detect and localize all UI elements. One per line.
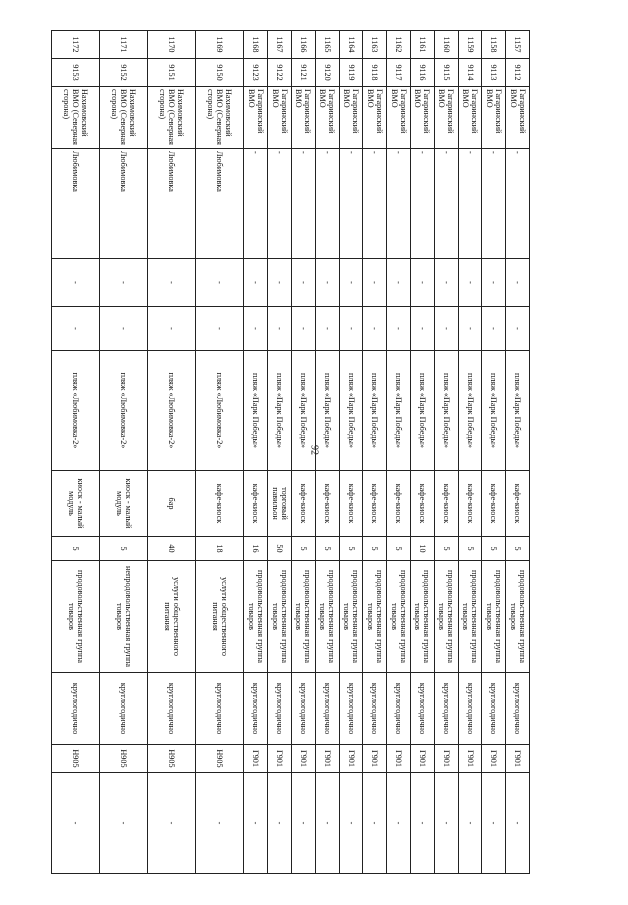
cell-district: Гагаринский ВМО xyxy=(506,87,530,149)
cell-area: 50 xyxy=(268,537,292,561)
cell-area: 5 xyxy=(363,537,387,561)
cell-settlement: - xyxy=(506,149,530,259)
cell-note: - xyxy=(458,773,482,874)
cell-specialization: продовольственная группа товаров xyxy=(482,561,506,673)
cell-code2: Г901 xyxy=(387,745,411,773)
cell-empty: - xyxy=(339,259,363,307)
cell-specialization: продовольственная группа товаров xyxy=(268,561,292,673)
cell-code: 9150 xyxy=(196,59,244,87)
cell-location: пляж «Парк Победы» xyxy=(339,351,363,471)
cell-code2: Г901 xyxy=(458,745,482,773)
cell-code2: Н905 xyxy=(148,745,196,773)
cell-empty: - xyxy=(268,259,292,307)
cell-number: 1171 xyxy=(100,31,148,59)
cell-code: 9112 xyxy=(506,59,530,87)
cell-object-type: торговый павильон xyxy=(268,471,292,537)
cell-number: 1167 xyxy=(268,31,292,59)
cell-number: 1159 xyxy=(458,31,482,59)
cell-district: Гагаринский ВМО xyxy=(387,87,411,149)
registry-table xyxy=(51,30,530,874)
cell-specialization: непродовольственная группа товаров xyxy=(100,561,148,673)
cell-area: 5 xyxy=(387,537,411,561)
cell-code: 9123 xyxy=(244,59,268,87)
cell-number: 1162 xyxy=(387,31,411,59)
cell-note: - xyxy=(482,773,506,874)
cell-empty: - xyxy=(196,259,244,307)
cell-number: 1163 xyxy=(363,31,387,59)
cell-period: круглогодично xyxy=(339,673,363,745)
cell-location: пляж «Парк Победы» xyxy=(506,351,530,471)
cell-specialization: продовольственная группа товаров xyxy=(315,561,339,673)
cell-code2: Н905 xyxy=(52,745,100,773)
cell-code2: Г901 xyxy=(411,745,435,773)
cell-code2: Н905 xyxy=(196,745,244,773)
cell-object-type: кафе-киоск xyxy=(292,471,316,537)
cell-object-type: бар xyxy=(148,471,196,537)
cell-object-type: киоск - малый модуль xyxy=(100,471,148,537)
table-row xyxy=(52,31,100,874)
table-row xyxy=(244,31,268,874)
cell-specialization: продовольственная группа товаров xyxy=(506,561,530,673)
cell-settlement: - xyxy=(411,149,435,259)
cell-object-type: кафе-киоск xyxy=(363,471,387,537)
cell-object-type: кафе-киоск xyxy=(339,471,363,537)
cell-empty: - xyxy=(52,307,100,351)
cell-code2: Г901 xyxy=(292,745,316,773)
cell-code: 9122 xyxy=(268,59,292,87)
cell-empty: - xyxy=(148,259,196,307)
cell-district: Гагаринский ВМО xyxy=(268,87,292,149)
cell-area: 5 xyxy=(292,537,316,561)
cell-number: 1161 xyxy=(411,31,435,59)
cell-code2: Г901 xyxy=(482,745,506,773)
cell-object-type: кафе-киоск xyxy=(482,471,506,537)
table-row xyxy=(196,31,244,874)
cell-area: 16 xyxy=(244,537,268,561)
cell-code2: Г901 xyxy=(268,745,292,773)
cell-district: Гагаринский ВМО xyxy=(292,87,316,149)
cell-code2: Н905 xyxy=(100,745,148,773)
cell-district: Гагаринский ВМО xyxy=(244,87,268,149)
cell-location: пляж «Парк Победы» xyxy=(434,351,458,471)
cell-district: Гагаринский ВМО xyxy=(339,87,363,149)
cell-period: круглогодично xyxy=(387,673,411,745)
cell-number: 1169 xyxy=(196,31,244,59)
cell-empty: - xyxy=(148,307,196,351)
table-row xyxy=(268,31,292,874)
cell-object-type: кафе-киоск xyxy=(434,471,458,537)
cell-empty: - xyxy=(52,259,100,307)
cell-empty: - xyxy=(434,259,458,307)
cell-area: 5 xyxy=(434,537,458,561)
cell-settlement: - xyxy=(387,149,411,259)
cell-settlement: Любимовка xyxy=(52,149,100,259)
cell-empty: - xyxy=(506,307,530,351)
cell-period: круглогодично xyxy=(411,673,435,745)
cell-specialization: продовольственная группа товаров xyxy=(244,561,268,673)
cell-location: пляж «Парк Победы» xyxy=(315,351,339,471)
cell-period: круглогодично xyxy=(506,673,530,745)
cell-empty: - xyxy=(100,259,148,307)
cell-district: Гагаринский ВМО xyxy=(482,87,506,149)
cell-empty: - xyxy=(196,307,244,351)
cell-specialization: продовольственная группа товаров xyxy=(387,561,411,673)
cell-area: 5 xyxy=(100,537,148,561)
page-number: 92 xyxy=(308,445,320,455)
cell-period: круглогодично xyxy=(363,673,387,745)
cell-location: пляж «Парк Победы» xyxy=(458,351,482,471)
cell-empty: - xyxy=(244,259,268,307)
cell-area: 5 xyxy=(339,537,363,561)
cell-number: 1160 xyxy=(434,31,458,59)
cell-object-type: кафе-киоск xyxy=(458,471,482,537)
cell-number: 1158 xyxy=(482,31,506,59)
cell-note: - xyxy=(268,773,292,874)
cell-code2: Г901 xyxy=(315,745,339,773)
table-row xyxy=(434,31,458,874)
cell-empty: - xyxy=(482,259,506,307)
cell-location: пляж «Парк Победы» xyxy=(482,351,506,471)
cell-note: - xyxy=(100,773,148,874)
cell-object-type: киоск - малый модуль xyxy=(52,471,100,537)
table-row xyxy=(292,31,316,874)
cell-area: 10 xyxy=(411,537,435,561)
cell-note: - xyxy=(339,773,363,874)
cell-empty: - xyxy=(292,259,316,307)
cell-district: Гагаринский ВМО xyxy=(363,87,387,149)
cell-period: круглогодично xyxy=(434,673,458,745)
cell-code: 9117 xyxy=(387,59,411,87)
cell-note: - xyxy=(148,773,196,874)
table-row xyxy=(339,31,363,874)
table-row xyxy=(100,31,148,874)
cell-period: круглогодично xyxy=(482,673,506,745)
cell-location: пляж «Любимовка-2» xyxy=(100,351,148,471)
cell-district: Гагаринский ВМО xyxy=(458,87,482,149)
cell-empty: - xyxy=(363,307,387,351)
cell-empty: - xyxy=(339,307,363,351)
cell-specialization: продовольственная группа товаров xyxy=(363,561,387,673)
cell-specialization: продовольственная группа товаров xyxy=(52,561,100,673)
cell-code: 9118 xyxy=(363,59,387,87)
cell-empty: - xyxy=(315,259,339,307)
cell-settlement: Любимовка xyxy=(196,149,244,259)
cell-note: - xyxy=(411,773,435,874)
cell-period: круглогодично xyxy=(52,673,100,745)
cell-settlement: - xyxy=(458,149,482,259)
cell-number: 1165 xyxy=(315,31,339,59)
cell-district: Нахимовский ВМО (Северная сторона) xyxy=(196,87,244,149)
cell-period: круглогодично xyxy=(100,673,148,745)
cell-note: - xyxy=(196,773,244,874)
cell-location: пляж «Любимовка-2» xyxy=(52,351,100,471)
cell-empty: - xyxy=(363,259,387,307)
table-row xyxy=(458,31,482,874)
cell-object-type: кафе-киоск xyxy=(387,471,411,537)
cell-period: круглогодично xyxy=(196,673,244,745)
cell-note: - xyxy=(434,773,458,874)
cell-number: 1166 xyxy=(292,31,316,59)
cell-number: 1170 xyxy=(148,31,196,59)
cell-location: пляж «Парк Победы» xyxy=(411,351,435,471)
cell-code: 9115 xyxy=(434,59,458,87)
cell-settlement: Любимовка xyxy=(100,149,148,259)
table-row xyxy=(148,31,196,874)
cell-period: круглогодично xyxy=(268,673,292,745)
cell-code2: Г901 xyxy=(363,745,387,773)
cell-specialization: услуги общественного питания xyxy=(196,561,244,673)
cell-empty: - xyxy=(100,307,148,351)
cell-code: 9116 xyxy=(411,59,435,87)
cell-number: 1172 xyxy=(52,31,100,59)
cell-empty: - xyxy=(268,307,292,351)
cell-settlement: - xyxy=(363,149,387,259)
cell-code: 9121 xyxy=(292,59,316,87)
table-row xyxy=(482,31,506,874)
cell-note: - xyxy=(315,773,339,874)
cell-area: 5 xyxy=(506,537,530,561)
cell-location: пляж «Парк Победы» xyxy=(268,351,292,471)
cell-location: пляж «Любимовка-2» xyxy=(196,351,244,471)
cell-specialization: услуги общественного питания xyxy=(148,561,196,673)
cell-empty: - xyxy=(292,307,316,351)
cell-object-type: кафе-киоск xyxy=(244,471,268,537)
cell-period: круглогодично xyxy=(244,673,268,745)
cell-location: пляж «Любимовка-2» xyxy=(148,351,196,471)
cell-specialization: продовольственная группа товаров xyxy=(458,561,482,673)
registry-table-wrapper xyxy=(59,30,530,873)
cell-specialization: продовольственная группа товаров xyxy=(339,561,363,673)
cell-settlement: - xyxy=(292,149,316,259)
cell-area: 5 xyxy=(458,537,482,561)
cell-number: 1164 xyxy=(339,31,363,59)
table-row xyxy=(315,31,339,874)
cell-note: - xyxy=(506,773,530,874)
cell-area: 18 xyxy=(196,537,244,561)
cell-code2: Г901 xyxy=(244,745,268,773)
table-row xyxy=(387,31,411,874)
cell-empty: - xyxy=(482,307,506,351)
cell-settlement: - xyxy=(339,149,363,259)
table-row xyxy=(363,31,387,874)
cell-object-type: кафе-киоск xyxy=(315,471,339,537)
cell-area: 5 xyxy=(315,537,339,561)
cell-period: круглогодично xyxy=(148,673,196,745)
cell-code2: Г901 xyxy=(339,745,363,773)
cell-specialization: продовольственная группа товаров xyxy=(434,561,458,673)
cell-period: круглогодично xyxy=(292,673,316,745)
cell-object-type: кафе-киоск xyxy=(506,471,530,537)
cell-code: 9151 xyxy=(148,59,196,87)
cell-code2: Г901 xyxy=(506,745,530,773)
cell-note: - xyxy=(244,773,268,874)
cell-district: Гагаринский ВМО xyxy=(411,87,435,149)
cell-settlement: - xyxy=(434,149,458,259)
cell-empty: - xyxy=(506,259,530,307)
cell-note: - xyxy=(387,773,411,874)
cell-empty: - xyxy=(434,307,458,351)
cell-district: Нахимовский ВМО (Северная сторона) xyxy=(148,87,196,149)
cell-empty: - xyxy=(387,307,411,351)
cell-district: Нахимовский ВМО (Северная сторона) xyxy=(52,87,100,149)
cell-object-type: кафе-киоск xyxy=(411,471,435,537)
cell-period: круглогодично xyxy=(315,673,339,745)
cell-note: - xyxy=(292,773,316,874)
table-row xyxy=(411,31,435,874)
cell-area: 40 xyxy=(148,537,196,561)
cell-specialization: продовольственная группа товаров xyxy=(411,561,435,673)
cell-empty: - xyxy=(387,259,411,307)
cell-empty: - xyxy=(458,259,482,307)
cell-district: Гагаринский ВМО xyxy=(434,87,458,149)
table-row xyxy=(506,31,530,874)
cell-note: - xyxy=(52,773,100,874)
cell-empty: - xyxy=(315,307,339,351)
cell-specialization: продовольственная группа товаров xyxy=(292,561,316,673)
cell-note: - xyxy=(363,773,387,874)
cell-area: 5 xyxy=(482,537,506,561)
cell-code: 9153 xyxy=(52,59,100,87)
cell-code: 9120 xyxy=(315,59,339,87)
cell-number: 1168 xyxy=(244,31,268,59)
cell-settlement: - xyxy=(315,149,339,259)
cell-code2: Г901 xyxy=(434,745,458,773)
cell-empty: - xyxy=(411,307,435,351)
cell-empty: - xyxy=(458,307,482,351)
cell-code: 9113 xyxy=(482,59,506,87)
cell-location: пляж «Парк Победы» xyxy=(387,351,411,471)
cell-district: Нахимовский ВМО (Северная сторона) xyxy=(100,87,148,149)
cell-code: 9114 xyxy=(458,59,482,87)
cell-settlement: Любимовка xyxy=(148,149,196,259)
cell-location: пляж «Парк Победы» xyxy=(363,351,387,471)
cell-district: Гагаринский ВМО xyxy=(315,87,339,149)
cell-empty: - xyxy=(244,307,268,351)
cell-code: 9152 xyxy=(100,59,148,87)
cell-settlement: - xyxy=(244,149,268,259)
cell-area: 5 xyxy=(52,537,100,561)
cell-code: 9119 xyxy=(339,59,363,87)
cell-object-type: кафе-киоск xyxy=(196,471,244,537)
cell-period: круглогодично xyxy=(458,673,482,745)
cell-number: 1157 xyxy=(506,31,530,59)
cell-settlement: - xyxy=(268,149,292,259)
cell-settlement: - xyxy=(482,149,506,259)
cell-location: пляж «Парк Победы» xyxy=(244,351,268,471)
cell-empty: - xyxy=(411,259,435,307)
cell-location: пляж «Парк Победы» xyxy=(292,351,316,471)
